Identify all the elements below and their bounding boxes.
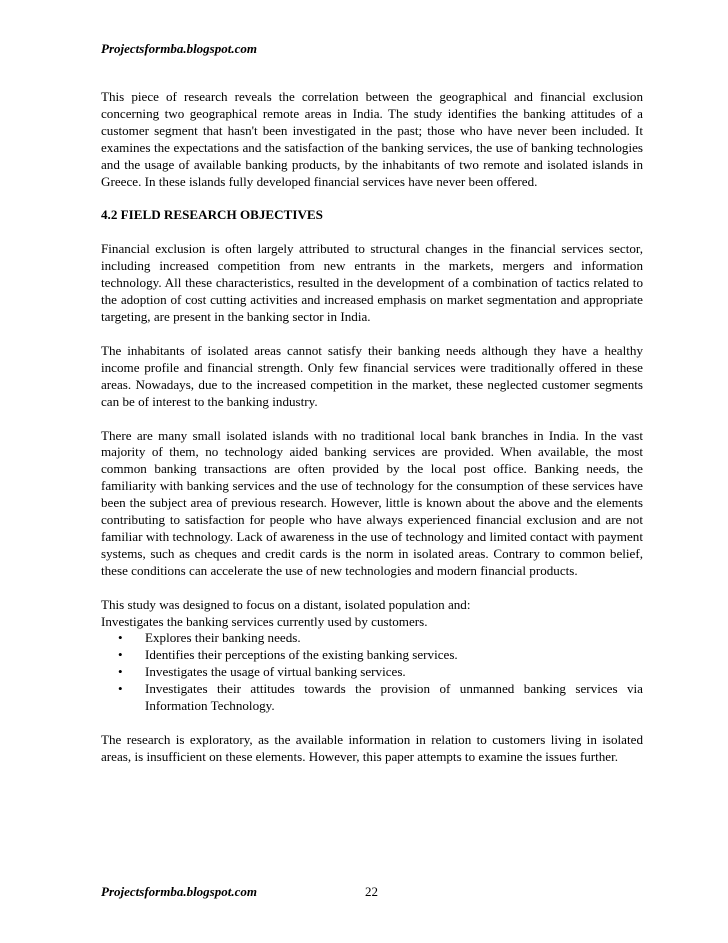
intro-paragraph: This piece of research reveals the correlation between the geographical and financial exclusion concerning two geographical remote areas in India. The study identifies the banking attitudes of a customer segment that hasn't been investigated in the past; those who have never been included. It examines the expectations and the satisfaction of the banking services, the use of banking technologies and the usage of available banking products, by the inhabitants of two remote and isolated islands in Greece. In these islands fully developed financial services have never been offered.	[101, 89, 643, 189]
list-item-text: Explores their banking needs.	[145, 630, 301, 646]
page-content	[101, 89, 643, 783]
list-item	[101, 647, 643, 664]
document-page	[101, 0, 643, 943]
footer-site-link: Projectsformba.blogspot.com	[101, 884, 257, 899]
list-item	[101, 664, 643, 681]
list-item-text: Identifies their perceptions of the existing banking services.	[145, 647, 458, 663]
list-item	[101, 681, 643, 715]
page-header: Projectsformba.blogspot.com	[101, 41, 257, 56]
paragraph-structural-changes: Financial exclusion is often largely attributed to structural changes in the financial services sector, including increased competition from new entrants in the markets, mergers and information technology. All these characteristics, resulted in the development of a combination of tactics related to the adoption of cost cutting activities and increased emphasis on market segmentation and appropriate targeting, are present in the banking sector in India.	[101, 241, 643, 324]
objectives-list	[101, 630, 643, 715]
list-item	[101, 630, 643, 647]
section-heading: 4.2 FIELD RESEARCH OBJECTIVES	[101, 207, 323, 223]
bullet-icon: •	[118, 681, 123, 697]
page-number: 22	[365, 884, 378, 899]
paragraph-inhabitants: The inhabitants of isolated areas cannot satisfy their banking needs although they have a healthy income profile and financial strength. Only few financial services were traditionally offered in these areas. Nowadays, due to the increased competition in the market, these neglected customer segments can be of interest to the banking industry.	[101, 342, 643, 409]
study-investigates-line: Investigates the banking services currently used by customers.	[101, 613, 428, 629]
list-item-text: Investigates the usage of virtual banking services.	[145, 664, 406, 680]
bullet-icon: •	[118, 664, 123, 680]
bullet-icon: •	[118, 630, 123, 646]
bullet-icon: •	[118, 647, 123, 663]
paragraph-exploratory: The research is exploratory, as the available information in relation to customers living in isolated areas, is insufficient on these elements. However, this paper attempts to examine the issues further.	[101, 732, 643, 764]
study-design-line: This study was designed to focus on a distant, isolated population and:	[101, 596, 471, 612]
list-item-text: Investigates their attitudes towards the provision of unmanned banking services via Information Technology.	[145, 681, 643, 714]
paragraph-isolated-islands: There are many small isolated islands with no traditional local bank branches in India. In the vast majority of them, no technology aided banking services are provided. When available, the most common banking transactions are often provided by the local post office. Banking needs, the familiarity with banking services and the use of technology for the consumption of these services have been the subject area of previous research. However, little is known about the above and the elements contributing to satisfaction for people who have always experienced financial exclusion and are not familiar with technology. Lack of awareness in the use of technology and limited contact with payment systems, such as cheques and credit cards is the norm in isolated areas. Contrary to common belief, these conditions can accelerate the use of new technologies and modern financial products.	[101, 427, 643, 578]
